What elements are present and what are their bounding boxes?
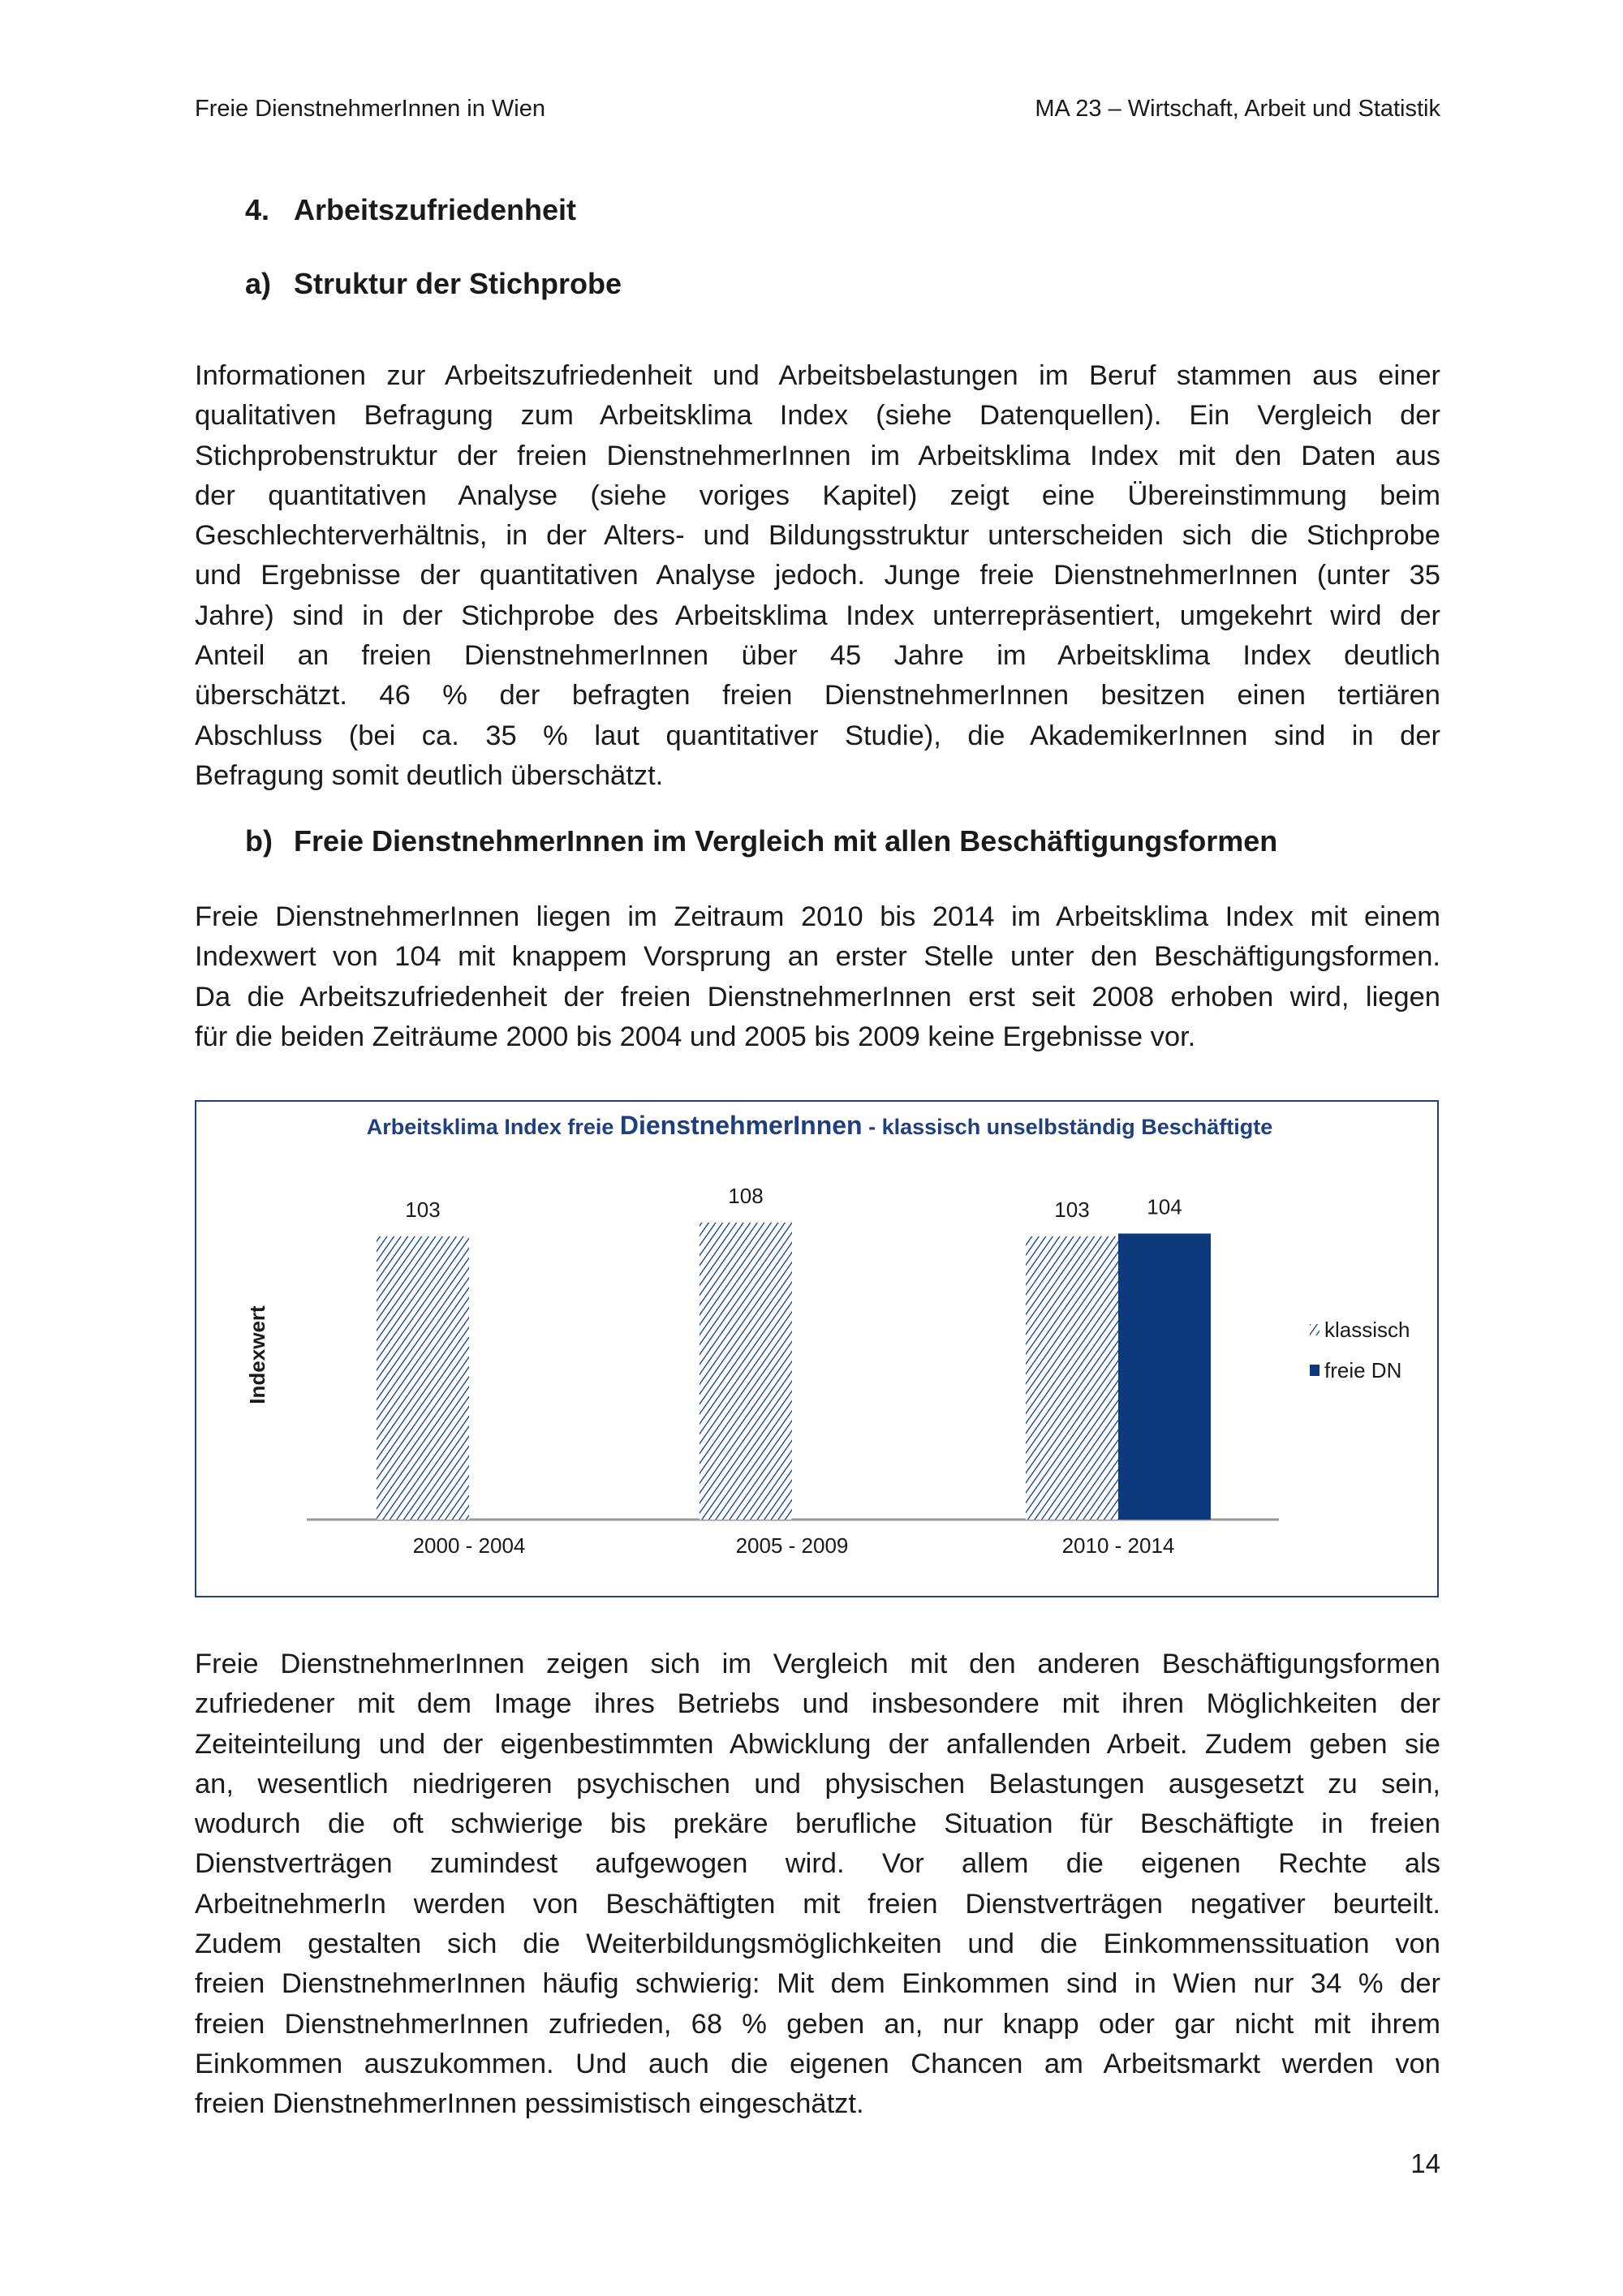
text-line: Indexwert von 104 mit knappem Vorsprung an erster Stelle unter den Beschäftigungsformen. — [195, 941, 1440, 973]
subsection-a-title: Struktur der Stichprobe — [294, 267, 622, 300]
bar-freie-dn-2 — [1118, 1233, 1211, 1520]
text-line: Da die Arbeitszufriedenheit der freien DienstnehmerInnen erst seit 2008 erhoben wird, liegen — [195, 981, 1440, 1013]
text-line: Zudem gestalten sich die Weiterbildungsmöglichkeiten und die Einkommenssituation von — [195, 1928, 1440, 1960]
text-line: Zeiteinteilung und der eigenbestimmten Abwicklung der anfallenden Arbeit. Zudem geben sie — [195, 1728, 1440, 1760]
section-title: Arbeitszufriedenheit — [294, 193, 577, 226]
text-line: wodurch die oft schwierige bis prekäre berufliche Situation für Beschäftigte in freien — [195, 1808, 1440, 1840]
data-label: 103 — [1054, 1197, 1090, 1222]
x-tick-label: 2000 - 2004 — [412, 1533, 526, 1558]
text-line: zufriedener mit dem Image ihres Betriebs und insbesondere mit ihren Möglichkeiten der — [195, 1688, 1440, 1720]
x-tick-label: 2010 - 2014 — [1061, 1533, 1175, 1558]
text-line: Abschluss (bei ca. 35 % laut quantitativer Studie), die AkademikerInnen sind in der — [195, 720, 1440, 751]
paragraph-satisfaction — [195, 1645, 1440, 2125]
subsection-b-title: Freie DienstnehmerInnen im Vergleich mit allen Beschäftigungsformen — [294, 824, 1278, 858]
running-header-left: Freie DienstnehmerInnen in Wien — [195, 96, 545, 122]
text-line: an, wesentlich niedrigeren psychischen und physischen Belastungen ausgesetzt zu sein, — [195, 1768, 1440, 1799]
text-line: qualitativen Befragung zum Arbeitsklima Index (siehe Datenquellen). Ein Vergleich der — [195, 400, 1440, 432]
text-line: Einkommen auszukommen. Und auch die eigenen Chancen am Arbeitsmarkt werden von — [195, 2048, 1440, 2079]
text-line: für die beiden Zeiträume 2000 bis 2004 und 2005 bis 2009 keine Ergebnisse vor. — [195, 1021, 1196, 1052]
subsection-a-number: a) — [245, 267, 272, 300]
bar-klassisch-1 — [700, 1223, 792, 1520]
text-line: freien DienstnehmerInnen häufig schwierig: Mit dem Einkommen sind in Wien nur 34 % der — [195, 1968, 1440, 2000]
text-line: Informationen zur Arbeitszufriedenheit und Arbeitsbelastungen im Beruf stammen aus einer — [195, 360, 1440, 391]
subsection-b-number: b) — [245, 824, 273, 858]
page-number: 14 — [1410, 2148, 1440, 2178]
section-number: 4. — [245, 193, 270, 226]
text-line: Stichprobenstruktur der freien DienstnehmerInnen im Arbeitsklima Index mit den Daten aus — [195, 440, 1440, 471]
bar-chart — [195, 1100, 1439, 1597]
running-header-right: MA 23 – Wirtschaft, Arbeit und Statistik — [1035, 96, 1440, 122]
text-line: Anteil an freien DienstnehmerInnen über 45 Jahre im Arbeitsklima Index deutlich — [195, 640, 1440, 672]
text-line: Dienstverträgen zumindest aufgewogen wird. Vor allem die eigenen Rechte als — [195, 1848, 1440, 1880]
text-line: Freie DienstnehmerInnen zeigen sich im Vergleich mit den anderen Beschäftigungsformen — [195, 1649, 1440, 1679]
legend-swatch-klassisch — [1310, 1324, 1319, 1335]
data-label: 104 — [1147, 1194, 1182, 1219]
text-line: der quantitativen Analyse (siehe voriges Kapitel) zeigt eine Übereinstimmung beim — [195, 479, 1440, 511]
text-line: Jahre) sind in der Stichprobe des Arbeitsklima Index unterrepräsentiert, umgekehrt wird der — [195, 600, 1440, 631]
text-line: Geschlechterverhältnis, in der Alters- und Bildungsstruktur unterscheiden sich die Stichprobe — [195, 520, 1440, 552]
bar-klassisch-2 — [1026, 1236, 1118, 1520]
x-tick-label: 2005 - 2009 — [735, 1533, 849, 1558]
bar-klassisch-0 — [377, 1236, 469, 1520]
paragraph-sample-structure — [195, 356, 1440, 796]
data-label: 108 — [728, 1183, 764, 1208]
text-line: Freie DienstnehmerInnen liegen im Zeitraum 2010 bis 2014 im Arbeitsklima Index mit einem — [195, 901, 1440, 932]
subsection-b-heading — [245, 824, 1277, 858]
chart-canvas — [196, 1102, 1440, 1599]
text-line: Befragung somit deutlich überschätzt. — [195, 759, 664, 791]
legend-label-freie-dn: freie DN — [1324, 1358, 1402, 1382]
text-line: freien DienstnehmerInnen pessimistisch eingeschätzt. — [195, 2088, 864, 2120]
chart-title: Arbeitsklima Index freie DienstnehmerInnen - klassisch unselbständig Beschäftigte — [366, 1111, 1273, 1140]
text-line: freien DienstnehmerInnen zufrieden, 68 % geben an, nur knapp oder gar nicht mit ihrem — [195, 2008, 1440, 2040]
legend — [1310, 1318, 1410, 1382]
section-heading — [245, 193, 576, 227]
subsection-a-heading — [245, 267, 622, 301]
text-line: überschätzt. 46 % der befragten freien DienstnehmerInnen besitzen einen tertiären — [195, 680, 1440, 712]
y-axis-label: Indexwert — [245, 1305, 269, 1404]
text-line: und Ergebnisse der quantitativen Analyse jedoch. Junge freie DienstnehmerInnen (unter 35 — [195, 560, 1440, 591]
text-line: ArbeitnehmerIn werden von Beschäftigten mit freien Dienstverträgen negativer beurteilt. — [195, 1888, 1440, 1920]
data-label: 103 — [405, 1197, 441, 1222]
legend-swatch-freie-dn — [1310, 1365, 1319, 1376]
legend-label-klassisch: klassisch — [1324, 1318, 1410, 1342]
paragraph-comparison — [195, 897, 1440, 1057]
